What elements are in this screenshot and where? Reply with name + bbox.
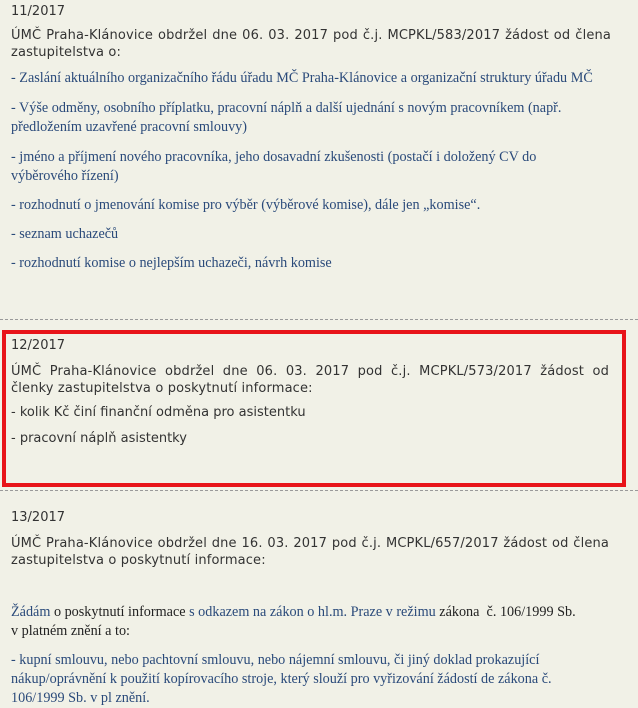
- list-item: - jméno a příjmení nového pracovníka, jeho dosavadní zkušenosti (postačí i doložený CV do výběrového řízení): [11, 149, 537, 184]
- entry-intro: ÚMČ Praha-Klánovice obdržel dne 16. 03. 2017 pod č.j. MCPKL/657/2017 žádost od člena zastupitelstva o poskytnutí informace:: [11, 536, 609, 568]
- divider: [0, 319, 638, 320]
- list-item: - kupní smlouvu, nebo pachtovní smlouvu, nebo nájemní smlouvu, či jiný doklad prokazující nákup/oprávnění k použití kopírovacího stroje, který slouží pro vyřizování žádostí de zákona č. 106/1999 Sb. v pl znění.: [11, 652, 552, 706]
- request-line-2: v platném znění a to:: [11, 623, 130, 639]
- entry-number: 12/2017: [11, 338, 66, 353]
- entry-intro: ÚMČ Praha-Klánovice obdržel dne 06. 03. 2017 pod č.j. MCPKL/583/2017 žádost od člena zastupitelstva o:: [11, 28, 611, 60]
- list-item: - pracovní náplň asistentky: [11, 431, 187, 446]
- entry-number: 13/2017: [11, 510, 66, 525]
- list-item: - Výše odměny, osobního příplatku, pracovní náplň a další ujednání s novým pracovníkem (např. předložením uzavřené pracovní smlouvy): [11, 100, 562, 135]
- divider: [0, 490, 638, 491]
- list-item: - Zaslání aktuálního organizačního řádu úřadu MČ Praha-Klánovice a organizační struktury úřadu MČ: [11, 70, 593, 86]
- request-line: Žádám o poskytnutí informace s odkazem na zákon o hl.m. Praze v režimu zákona č. 106/1999 Sb.: [11, 604, 576, 620]
- list-item: - seznam uchazečů: [11, 226, 119, 242]
- list-item: - rozhodnutí o jmenování komise pro výběr (výběrové komise), dále jen „komise“.: [11, 197, 481, 213]
- list-item: - kolik Kč činí finanční odměna pro asistentku: [11, 405, 306, 420]
- entry-number: 11/2017: [11, 4, 66, 19]
- entry-intro: ÚMČ Praha-Klánovice obdržel dne 06. 03. 2017 pod č.j. MCPKL/573/2017 žádost od členky zastupitelstva o poskytnutí informace:: [11, 364, 609, 396]
- list-item: - rozhodnutí komise o nejlepším uchazeči, návrh komise: [11, 255, 332, 271]
